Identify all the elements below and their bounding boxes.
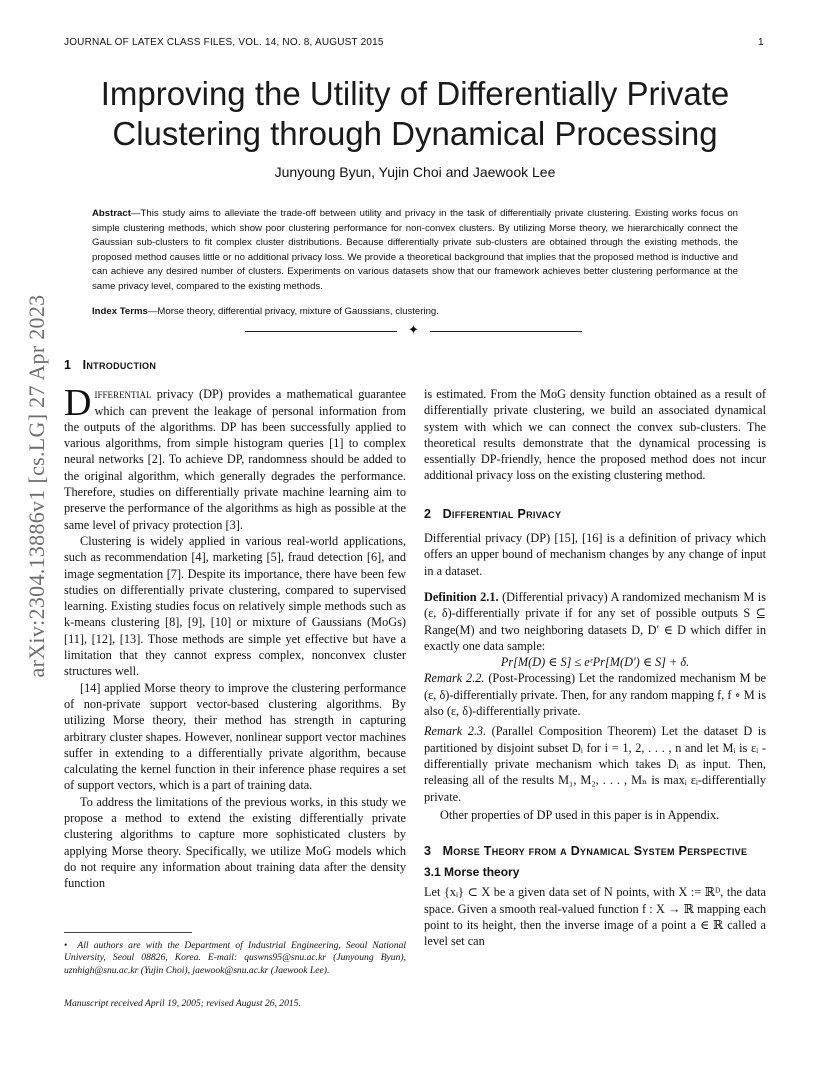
section-title: Introduction xyxy=(82,358,157,372)
paper-title xyxy=(60,74,770,154)
section-title: Morse Theory from a Dynamical System Perspective xyxy=(442,844,748,859)
section-title: Differential Privacy xyxy=(442,506,562,521)
author-footnote xyxy=(64,940,406,977)
intro-paragraph-3: [14] applied Morse theory to improve the clustering performance of non-private support vector-based clustering algorithms. By utilizing Morse theory, their method has strength in capturing arbitrary cluster shapes. However, nonlinear support vector machines suffer in extending to a differentially private algorithm, because calculating the kernel function in their inference phase requires a set of support vectors, which is a part of training data. xyxy=(64,680,406,793)
section-number: 3 xyxy=(424,844,432,859)
definition-text: (Differential privacy) A randomized mechanism M is (ε, δ)-differentially private if for any set of possible outputs S ⊆ Range(M) and two neighboring datasets D, D′ ∈ D which differ in exactly one data sample: xyxy=(424,589,767,653)
index-terms-text: —Morse theory, differential privacy, mixture of Gaussians, clustering. xyxy=(147,306,439,317)
intro-paragraph-2: Clustering is widely applied in various real-world applications, such as recommendation [4], marketing [5], fraud detection [6], and image segmentation [7]. Despite its importance, there have been few studies on differentially private clustering, compared to supervised learning. Existing studies focus on relatively simple methods such as k-means clustering [8], [9], [10] or mixture of Gaussians (MoGs) [11], [12], [13]. Those methods are simple yet effective but have a limitation that they cannot express complex, nonconvex cluster structures well. xyxy=(64,533,406,679)
index-terms xyxy=(92,306,738,317)
dropcap-lead: ifferential xyxy=(94,387,152,402)
arxiv-id: arXiv:2304.13886v1 [cs.LG] 27 Apr 2023 xyxy=(24,294,49,678)
intro-paragraph-4: To address the limitations of the previous works, in this study we propose a method to extend the existing differentially private clustering algorithms to capture more sophisticated clusters by applying Morse theory. Specifically, we utilize MoG models which do not require any information about training data after the density function xyxy=(64,794,406,891)
index-terms-label: Index Terms xyxy=(92,306,148,317)
footnote-text: All authors are with the Department of Industrial Engineering, Seoul National University, Seoul 08826, Korea. E-mail: quswns95@snu.ac.kr (Junyoung Byun), uznhigh@snu.ac.kr (Yujin Choi), jaewook@snu.ac.kr (Jaewook Lee). xyxy=(64,940,406,976)
abstract-label: Abstract xyxy=(92,208,131,219)
definition-label: Definition 2.1. xyxy=(424,589,499,604)
section-number: 1 xyxy=(64,358,72,372)
dropcap: D xyxy=(64,382,92,425)
left-column xyxy=(64,357,406,892)
title-line-2: Clustering through Dynamical Processing xyxy=(112,115,718,152)
divider-right xyxy=(430,331,582,332)
section-number: 2 xyxy=(424,506,432,521)
page-number: 1 xyxy=(758,37,764,48)
subsection-3-1-heading: 3.1 Morse theory xyxy=(424,865,520,880)
footnote-rule xyxy=(64,932,192,933)
remark-text: (Parallel Composition Theorem) Let the dataset D is partitioned by disjoint subset Dᵢ for i = 1, 2, . . . , n and let Mᵢ is εᵢ - differentially private mechanism which takes Dᵢ as input. Then, releasing all of the results M₁, M₂, . . . , Mₙ is maxᵢ εᵢ-differentially private. xyxy=(424,724,766,804)
dp-properties-note: Other properties of DP used in this paper is in Appendix. xyxy=(440,807,720,822)
right-column xyxy=(424,386,766,950)
abstract xyxy=(92,207,738,295)
definition-2-1 xyxy=(424,589,766,654)
divider-left xyxy=(245,331,397,332)
morse-paragraph: Let {xᵢ} ⊂ X be a given data set of N points, with X := ℝᴰ, the data space. Given a smooth real-valued function f : X → ℝ mapping each point to its height, then the inverse image of a point a ∈ ℝ called a level set can xyxy=(424,885,766,949)
remark-2-2 xyxy=(424,670,766,719)
footnote-bullet: • xyxy=(64,940,68,951)
dp-intro-paragraph: Differential privacy (DP) [15], [16] is a definition of privacy which offers an upper bound of mechanism changes by any change of input in a dataset. xyxy=(424,531,766,578)
manuscript-note: Manuscript received April 19, 2005; revised August 26, 2015. xyxy=(64,998,301,1009)
arxiv-stamp[interactable] xyxy=(22,296,52,676)
authors: Junyoung Byun, Yujin Choi and Jaewook Lee xyxy=(274,164,556,180)
section-2-heading xyxy=(424,506,766,522)
remark-2-3 xyxy=(424,723,766,804)
remark-label: Remark 2.3. xyxy=(424,724,487,739)
divider-ornament-icon: ✦ xyxy=(408,322,419,337)
section-1-heading xyxy=(64,357,406,373)
right-paragraph-1: is estimated. From the MoG density function obtained as a result of differentially private clustering, we build an associated dynamical system with which we can connect the convex sub-clusters. The theoretical results demonstrate that the dynamical processing is essentially DP-friendly, hence the proposed method does not incur additional privacy loss on the existing clustering method. xyxy=(424,387,766,483)
remark-text: (Post-Processing) Let the randomized mechanism M be (ε, δ)-differentially private. Then, for any random mapping f, f ∘ M is also (ε, δ)-differentially private. xyxy=(424,671,766,719)
abstract-text: —This study aims to alleviate the trade-off between utility and privacy in the task of differentially private clustering. Existing works focus on simple clustering methods, which show poor clustering performance for non-convex clusters. By utilizing Morse theory, we hierarchically connect the Gaussian sub-clusters to fit complex cluster distributions. Because differentially private sub-clusters are obtained through the existing methods, the proposed method causes little or no additional privacy loss. We provide a theoretical background that implies that the proposed method is inductive and can achieve any desired number of clusters. Experiments on various datasets show that our framework achieves better clustering performance at the same privacy level, compared to the existing methods. xyxy=(92,208,738,292)
journal-header: JOURNAL OF LATEX CLASS FILES, VOL. 14, NO. 8, AUGUST 2015 xyxy=(64,37,384,48)
dp-equation: Pr[M(D) ∈ S] ≤ eᵋPr[M(D′) ∈ S] + δ. xyxy=(500,655,690,670)
intro-paragraph-1 xyxy=(64,382,406,533)
title-line-1: Improving the Utility of Differentially Private xyxy=(100,75,730,112)
remark-label: Remark 2.2. xyxy=(424,671,485,686)
section-3-heading xyxy=(424,843,766,860)
intro-p1-text: privacy (DP) provides a mathematical guarantee which can prevent the leakage of personal information from the outputs of the algorithms. DP has been successfully applied to various algorithms, from simple histogram queries [1] to complex neural networks [2]. To achieve DP, randomness should be added to the original algorithm, which generally degrades the performance. Therefore, studies on differentially private machine learning aim to preserve the performance of the algorithms as high as possible at the same level of privacy protection [3]. xyxy=(64,387,406,532)
